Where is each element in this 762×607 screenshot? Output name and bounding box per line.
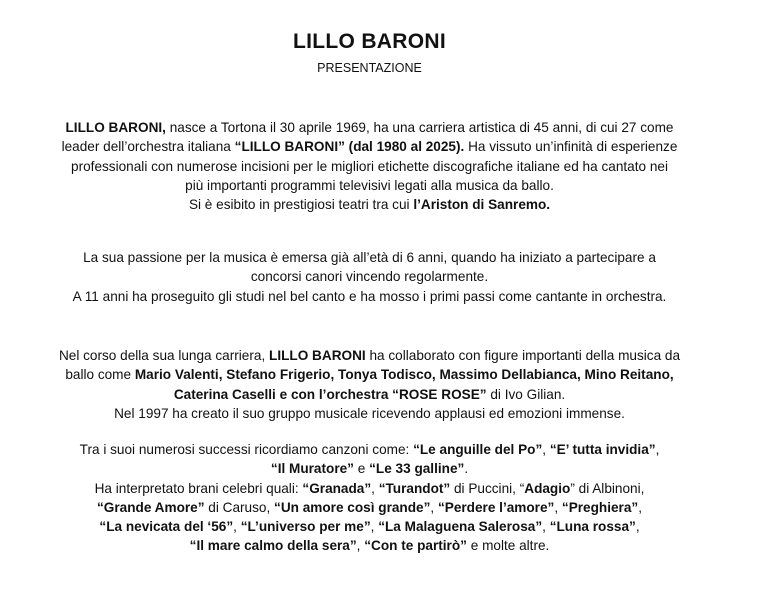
text-line: [0, 346, 739, 365]
text-run: concorsi canori vincendo regolarmente.: [250, 269, 489, 285]
text-line: [0, 137, 739, 156]
bold-text-run: “Luna rossa”: [549, 519, 636, 535]
text-line: [0, 365, 739, 384]
bold-text-run: “E’ tutta invidia”: [549, 442, 656, 457]
text-run: di Ivo Gilian.: [486, 386, 566, 402]
text-line: [0, 195, 739, 214]
text-run: di Puccini, “: [450, 480, 525, 496]
text-line: [0, 440, 739, 459]
bold-text-run: “Grande Amore”: [97, 499, 205, 515]
text-line: [0, 385, 739, 404]
text-run: nasce a Tortona il 30 aprile 1969, ha una carriera artistica di 45 anni, di cui 27 come: [165, 120, 674, 135]
text-run: ,: [371, 480, 379, 496]
text-run: La sua passione per la musica è emersa già all’età di 6 anni, quando ha iniziato a partecipare a: [83, 250, 656, 265]
bold-text-run: “Con te partirò”: [364, 538, 467, 554]
text-run: ,: [635, 519, 640, 535]
text-run: leader dell’orchestra italiana: [61, 139, 235, 155]
text-line: [0, 176, 739, 195]
text-line: [0, 267, 739, 286]
bold-text-run: “Un amore così grande”: [274, 499, 431, 515]
bold-text-run: “Le 33 galline”: [369, 461, 465, 477]
text-run: ,: [430, 499, 438, 515]
text-line: [0, 479, 739, 498]
paragraph-collaborations: [0, 346, 739, 423]
text-run: .: [464, 461, 469, 477]
text-run: ,: [370, 519, 379, 535]
bold-text-run: “Granada”: [302, 480, 372, 496]
text-run: ,: [655, 442, 660, 457]
text-line: [0, 157, 739, 176]
text-line: [0, 498, 739, 517]
bold-text-run: “LILLO BARONI” (dal 1980 al 2025).: [234, 139, 465, 155]
text-run: e molte altre.: [466, 538, 550, 554]
text-line: [0, 536, 739, 555]
text-run: A 11 anni ha proseguito gli studi nel bel canto e ha mosso i primi passi come cantante in orchestra.: [72, 288, 667, 304]
bold-text-run: “Turandot”: [378, 480, 451, 496]
page-subtitle: PRESENTAZIONE: [317, 61, 422, 75]
bold-text-run: Mario Valenti, Stefano Frigerio, Tonya Todisco, Massimo Dellabianca, Mino Reitano,: [134, 367, 674, 383]
text-run: Ha interpretato brani celebri quali:: [94, 480, 303, 496]
text-run: Ha vissuto un’infinità di esperienze: [464, 139, 678, 155]
text-run: ” di Albinoni,: [570, 480, 645, 496]
text-line: [0, 287, 739, 306]
bold-text-run: “Perdere l’amore”: [437, 499, 555, 515]
text-line: [0, 517, 739, 536]
text-line: [0, 404, 739, 423]
text-run: Tra i suoi numerosi successi ricordiamo canzoni come:: [79, 442, 414, 457]
text-run: ,: [356, 538, 365, 554]
bold-text-run: “Il Muratore”: [270, 461, 354, 477]
text-run: ,: [542, 442, 550, 457]
paragraph-passion: [0, 248, 739, 306]
text-run: ,: [638, 499, 642, 515]
text-line: [0, 459, 739, 478]
bold-text-run: “L’universo per me”: [240, 519, 371, 535]
bold-text-run: “La Malaguena Salerosa”: [378, 519, 543, 535]
text-run: ,: [233, 519, 241, 535]
text-line: [0, 248, 739, 267]
text-run: Si è esibito in prestigiosi teatri tra cui: [188, 197, 414, 213]
bold-text-run: “Preghiera”: [561, 499, 639, 515]
text-line: [0, 118, 739, 137]
bold-text-run: LILLO BARONI,: [65, 120, 166, 135]
text-run: ,: [554, 499, 562, 515]
bold-text-run: Adagio: [524, 480, 571, 496]
bold-text-run: LILLO BARONI: [269, 348, 366, 363]
text-run: Nel corso della sua lunga carriera,: [58, 348, 270, 363]
text-run: ha collaborato con figure importanti della musica da: [365, 348, 681, 363]
text-run: ballo come: [65, 367, 135, 383]
bold-text-run: “La nevicata del ‘56”: [99, 519, 234, 535]
bold-text-run: l’Ariston di Sanremo.: [413, 197, 551, 213]
text-run: e: [353, 461, 370, 477]
text-run: ,: [542, 519, 550, 535]
paragraph-repertoire: [0, 440, 739, 556]
bold-text-run: Caterina Caselli e con l’orchestra “ROSE ROSE”: [173, 386, 487, 402]
text-run: di Caruso,: [204, 499, 275, 515]
page-title: LILLO BARONI: [293, 30, 446, 53]
bold-text-run: “Il mare calmo della sera”: [189, 538, 357, 554]
paragraph-biography: [0, 118, 739, 214]
text-run: professionali con numerose incisioni per le migliori etichette discografiche italiane ed ha cantato nei: [71, 158, 668, 174]
text-run: più importanti programmi televisivi legati alla musica da ballo.: [185, 177, 554, 193]
bold-text-run: “Le anguille del Po”: [413, 442, 543, 457]
text-run: Nel 1997 ha creato il suo gruppo musicale ricevendo applausi ed emozioni immense.: [114, 405, 625, 421]
